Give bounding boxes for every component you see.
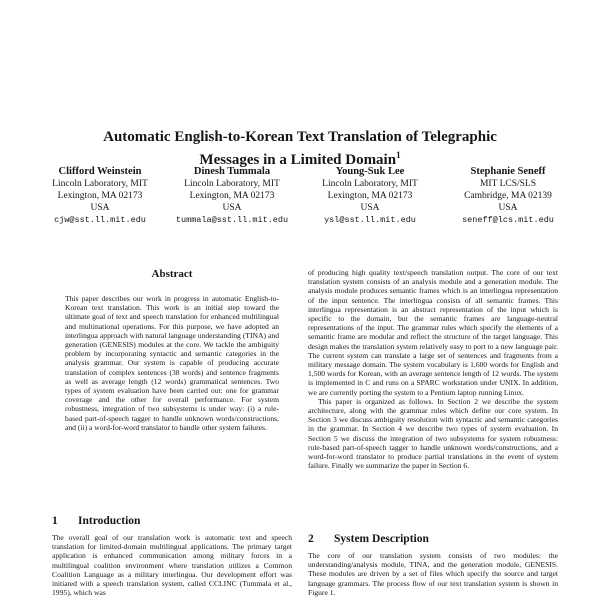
author-name: Young-Suk Lee [335, 166, 405, 177]
author-country: USA [360, 203, 380, 213]
author-name: Stephanie Seneff [470, 166, 546, 177]
title-line-1: Automatic English-to-Korean Text Translation of Telegraphic [103, 129, 497, 145]
author-email: ysl@sst.ll.mit.edu [324, 215, 416, 225]
author-name: Clifford Weinstein [58, 166, 142, 177]
author-3 [300, 166, 440, 226]
author-2 [162, 166, 302, 226]
body-paragraph: This paper is organized as follows. In Section 2 we describe the system architecture, along with the grammar rules which define our core system. In Section 3 we discuss ambiguity resolution with syntactic and semantic categories in the grammar. In Section 4 we describe two types of system evaluation. In Section 5 we discuss the integration of two subsystems for system robustness: rule-based part-of-speech tagger to handle unknown words/constructions, and a word-for-word translator to produce partial translations in the event of system failure. Finally we summarize the paper in Section 6. [308, 396, 558, 471]
abstract-text: This paper describes our work in progress in automatic English-to-Korean text translation. This work is an initial step toward the ultimate goal of text and speech translation for enhanced multilingual and multinational operations. For this purpose, we have adopted an interlingua approach with natural language understanding (TINA) and generation (GENESIS) modules at the core. We tackle the ambiguity problem by incorporating syntactic and semantic categories in the analysis grammar. Our system is capable of producing accurate translation of complex sentences (38 words) and sentence fragments as well as average length (12 words) grammatical sentences. Two types of system evaluation have been carried out: one for grammar coverage and the other for overall performance. For system robustness, integration of two subsystems is under way: (i) a rule-based part-of-speech tagger to handle unknown words/constructions, and (ii) a word-for-word translator to handle other system failures. [65, 294, 279, 432]
author-address: Lexington, MA 02173 [189, 191, 275, 201]
introduction-section [52, 515, 292, 597]
section-number: 2 [308, 533, 314, 545]
author-email: cjw@sst.ll.mit.edu [54, 215, 146, 225]
author-address: Lexington, MA 02173 [57, 191, 143, 201]
author-address: Lexington, MA 02173 [327, 191, 413, 201]
author-address: Cambridge, MA 02139 [464, 191, 552, 201]
system-description-section [308, 533, 558, 597]
author-email: tummala@sst.ll.mit.edu [175, 215, 289, 225]
introduction-text: The overall goal of our translation work is automatic text and speech translation for limited-domain multilingual applications. The primary target application is enhanced communication among military forces in a multilingual coalition environment where translation utilizes a Common Coalition Language as a military interlingua. Our development effort was initiated with a speech translation system, called CCLINC (Tummala et al., 1995), which was [52, 533, 292, 598]
author-name: Dinesh Tummala [193, 166, 271, 177]
author-affiliation: Lincoln Laboratory, MIT [52, 179, 148, 189]
author-4 [438, 166, 578, 226]
author-block [0, 166, 600, 226]
right-column-intro-continued [308, 268, 558, 470]
title-footnote-mark: 1 [396, 150, 401, 160]
author-country: USA [222, 203, 242, 213]
author-affiliation: Lincoln Laboratory, MIT [184, 179, 280, 189]
title-line-2-text: Messages in a Limited Domain [199, 152, 397, 168]
author-country: USA [498, 203, 518, 213]
section-heading [308, 533, 558, 545]
abstract-section [52, 268, 292, 432]
author-affiliation: MIT LCS/SLS [479, 179, 537, 189]
abstract-heading: Abstract [151, 268, 193, 280]
paper-title [40, 128, 560, 169]
section-number: 1 [52, 515, 58, 527]
section-title: System Description [334, 533, 429, 545]
section-heading [52, 515, 292, 527]
system-description-text: The core of our translation system consists of two modules: the understanding/analysis module, TINA, and the generation module, GENESIS. These modules are driven by a set of files which specify the source and target language grammars. The process flow of our text translation system is shown in Figure 1. [308, 551, 558, 597]
body-paragraph: of producing high quality text/speech translation output. The core of our text translation system consists of an analysis module and a generation module. The analysis module produces semantic frames which is an interlingua representation of the input sentence. The interlingua consists of all semantic frames. This interlingua representation is an abstract representation of the input which is specific to the domain, but the semantic frames are language-neutral representations of the input. The grammar rules which specify the elements of a semantic frame are modular and reflect the structure of the target language. This design makes the translation system relatively easy to port to a new language pair. The current system can translate a large set of sentences and fragments from a military message domain. The system vocabulary is 1,600 words for English and 1,500 words for Korean, with an average sentence length of 12 words. The system is implemented in C and runs on a SPARC workstation under UNIX. In addition, we are currently porting the system to a Pentium laptop running Linux. [308, 268, 558, 397]
section-title: Introduction [78, 515, 141, 527]
author-country: USA [90, 203, 110, 213]
author-1 [30, 166, 170, 226]
author-affiliation: Lincoln Laboratory, MIT [322, 179, 418, 189]
author-email: seneff@lcs.mit.edu [462, 215, 554, 225]
